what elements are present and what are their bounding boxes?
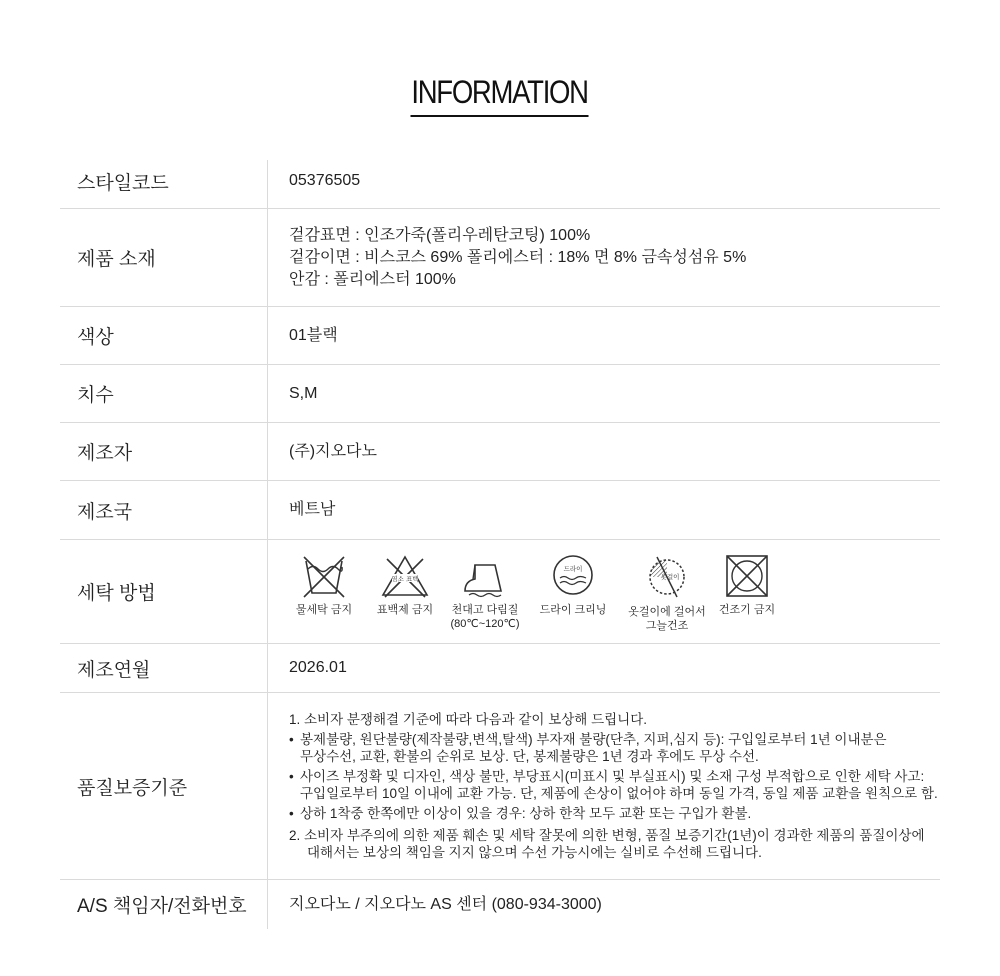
row-value [268,307,940,364]
title-wrap [0,74,1000,117]
quality-text: 구입일로부터 10일 이내에 교환 가능. 단, 제품에 손상이 없어야 하며 동일 가격, 동일 제품 교환을 원칙으로 함. [300,786,938,801]
row-value [268,481,940,539]
row-label: 치수 [60,365,268,422]
style-code-value: 05376505 [289,172,361,189]
row-label: 품질보증기준 [60,693,268,879]
bleach-inner-text: 염소 표백 [391,574,419,583]
row-after-service [60,880,940,929]
manufacturer-value: (주)지오다노 [289,442,377,460]
row-value [268,644,940,692]
care-label: 물세탁 금지 [295,603,353,616]
row-manufacture-date [60,644,940,693]
hanger-inner-text: 옷걸이 [660,572,680,581]
material-line: 안감 : 폴리에스터 100% [289,270,456,288]
quality-bullet [289,805,940,822]
row-value [268,160,940,208]
iron-icon [461,553,509,599]
quality-text: 봉제불량, 원단불량(제작불량,변색,탈색) 부자재 불량(단추, 지퍼,심지 등): 구입일로부터 1년 이내분은 [300,732,887,747]
quality-item-1 [289,711,940,728]
care-item [715,553,779,617]
country-value: 베트남 [289,501,336,518]
page-title: INFORMATION [411,74,589,117]
no-water-wash-icon [300,553,348,599]
row-label: 세탁 방법 [60,540,268,643]
bullet-icon: • [289,732,294,747]
row-value [268,693,940,879]
row-style-code [60,160,940,209]
row-color [60,307,940,365]
quality-text: 무상수선, 교환, 환불의 순위로 보상. 단, 봉제불량은 1년 경과 후에도 무상 수선. [300,749,759,764]
row-label: A/S 책임자/전화번호 [60,880,268,929]
row-label: 색상 [60,307,268,364]
row-washing [60,540,940,644]
care-item [625,553,709,633]
quality-item-2 [289,827,940,844]
no-bleach-icon [379,553,431,599]
row-value [268,423,940,480]
quality-continuation [289,748,940,765]
row-quality-guarantee [60,693,940,880]
care-sublabel: (80℃~120℃) [450,617,520,630]
quality-continuation [289,844,940,861]
care-item [533,553,613,617]
quality-text: 대해서는 보상의 책임을 지지 않으며 수선 가능시에는 실비로 수선해 드립니다. [307,845,762,860]
quality-bullet [289,768,940,785]
row-label: 제품 소재 [60,209,268,306]
dryclean-inner-text: 드라이 [563,564,583,573]
material-line: 겉감이면 : 비스코스 69% 폴리에스터 : 18% 면 8% 금속성섬유 5% [289,248,747,266]
size-value: S,M [289,384,318,402]
product-info-table [60,160,940,929]
row-material [60,209,940,307]
row-size [60,365,940,423]
care-item [369,553,441,617]
care-label: 천대고 다림질 [451,603,519,616]
care-label: 건조기 금지 [718,603,776,616]
no-tumble-dry-icon [724,553,770,599]
quality-bullet [289,731,940,748]
bullet-icon: • [289,806,294,821]
row-country [60,481,940,540]
care-icons [289,553,940,633]
care-sublabel: 그늘건조 [645,619,689,632]
row-value [268,365,940,422]
quality-text: 2. 소비자 부주의에 의한 제품 훼손 및 세탁 잘못에 의한 변형, 품질 보증기간(1년)이 경과한 제품의 품질이상에 [289,828,925,843]
row-manufacturer [60,423,940,481]
hang-dry-shade-icon [643,553,691,601]
quality-text: 1. 소비자 분쟁해결 기준에 따라 다음과 같이 보상해 드립니다. [289,712,647,727]
care-label: 드라이 크리닝 [539,603,607,616]
care-label: 옷걸이에 걸어서 [628,605,706,618]
row-label: 제조자 [60,423,268,480]
material-line: 겉감표면 : 인조가죽(폴리우레탄코팅) 100% [289,226,591,244]
as-contact-value: 지오다노 / 지오다노 AS 센터 (080-934-3000) [289,895,602,913]
row-label: 스타일코드 [60,160,268,208]
quality-continuation [289,785,940,802]
row-label: 제조국 [60,481,268,539]
row-value [268,209,940,306]
bullet-icon: • [289,769,294,784]
care-label: 표백제 금지 [376,603,434,616]
color-value: 01블랙 [289,326,338,344]
row-value [268,540,940,643]
quality-text: 사이즈 부정확 및 디자인, 색상 불만, 부당표시(미표시 및 부실표시) 및 소재 구성 부적합으로 인한 세탁 사고: [300,769,925,784]
dry-clean-icon [550,553,596,599]
care-item [445,553,525,631]
row-value [268,880,940,929]
quality-text: 상하 1착중 한쪽에만 이상이 있을 경우: 상하 한착 모두 교환 또는 구입가 환불. [300,806,752,821]
care-item [289,553,359,617]
date-value: 2026.01 [289,659,347,676]
row-label: 제조연월 [60,644,268,692]
